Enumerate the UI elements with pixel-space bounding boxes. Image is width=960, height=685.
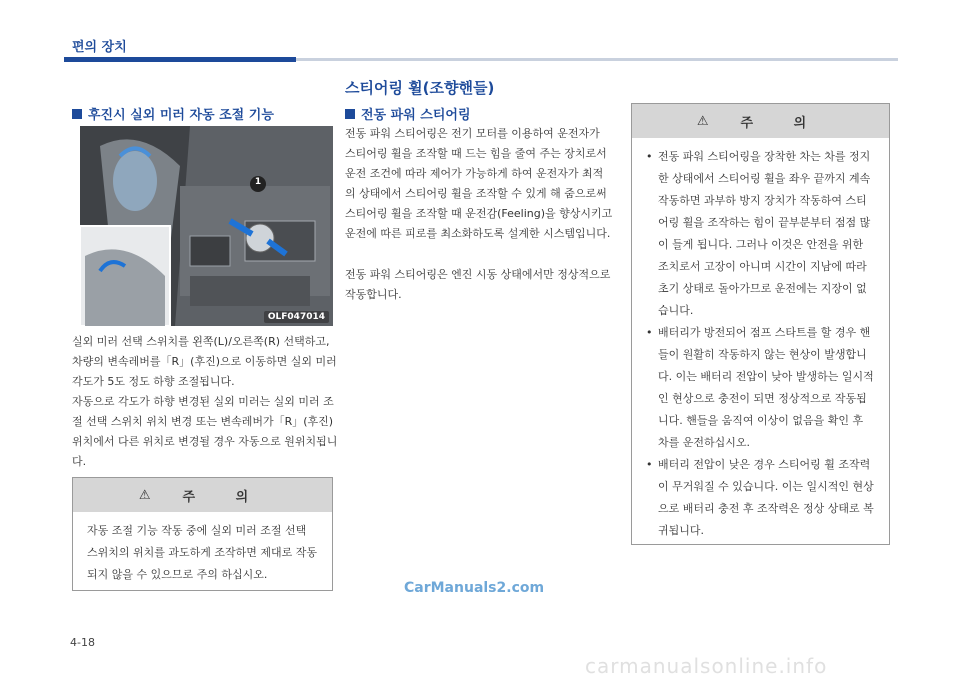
right-caution-list	[646, 146, 875, 542]
right-caution-header	[632, 104, 889, 138]
caution-item: • 배터리가 방전되어 점프 스타트를 할 경우 핸들이 원활히 작동하지 않는 현상이 발생합니다. 이는 배터리 전압이 낮아 발생하는 일시적인 현상으로 충전이 되면 정상적으로 작동됩니다. 핸들을 움직여 이상이 없음을 확인 후 차를 운전하십시오.	[646, 322, 875, 454]
callout-number: 1	[254, 177, 262, 187]
caution-item: • 배터리 전압이 낮은 경우 스티어링 휠 조작력이 무거워질 수 있습니다. 이는 일시적인 현상으로 배터리 충전 후 조작력은 정상 상태로 복귀됩니다.	[646, 454, 875, 542]
left-caution-title: 주 의	[182, 489, 267, 505]
warning-triangle-icon: ⚠	[696, 113, 709, 129]
section-title: 스티어링 휠(조향핸들)	[345, 79, 495, 97]
right-caution-body	[632, 138, 889, 550]
left-caution-header	[73, 478, 332, 512]
right-caution-box	[631, 103, 890, 545]
site-watermark: carmanualsonline.info	[585, 654, 828, 678]
middle-paragraph-2: 전동 파워 스티어링은 엔진 시동 상태에서만 정상적으로 작동합니다.	[345, 268, 611, 301]
caution-item: • 전동 파워 스티어링을 장착한 차는 차를 정지한 상태에서 스티어링 휠을 좌우 끝까지 계속 작동하면 과부하 방지 장치가 작동하여 스티어링 휠을 조작하는 힘이 끝부분부터 점점 많이 들게 됩니다. 그러나 이것은 안전을 위한 조치로서 고장이 아니며 시간이 지남에 따라 초기 상태로 돌아가므로 운전에는 지장이 없습니다.	[646, 146, 875, 322]
header-rule-accent	[64, 57, 296, 62]
left-paragraph-2: 자동으로 각도가 하향 변경된 실외 미러는 실외 미러 조절 선택 스위치 위치 변경 또는 변속레버가「R」(후진) 위치에서 다른 위치로 변경될 경우 자동으로 원위치됩니다.	[72, 395, 338, 468]
carmanuals-watermark: CarManuals2.com	[404, 580, 545, 596]
middle-heading	[345, 104, 471, 123]
photo-code: OLF047014	[264, 311, 329, 323]
warning-triangle-icon: ⚠	[138, 487, 151, 503]
left-paragraph-1: 실외 미러 선택 스위치를 왼쪽(L)/오른쪽(R) 선택하고, 차량의 변속레버를「R」(후진)으로 이동하면 실외 미러 각도가 5도 정도 하향 조절됩니다.	[72, 335, 337, 388]
left-heading-text: 후진시 실외 미러 자동 조절 기능	[88, 108, 274, 123]
mirror-switch-photo	[80, 126, 333, 326]
page-number: 4-18	[70, 636, 95, 649]
left-caution-box	[72, 477, 333, 591]
right-caution-title: 주 의	[740, 115, 825, 131]
left-caution-text: 자동 조절 기능 작동 중에 실외 미러 조절 선택 스위치의 위치를 과도하게 조작하면 제대로 작동되지 않을 수 있으므로 주의 하십시오.	[87, 524, 318, 581]
middle-heading-text: 전동 파워 스티어링	[361, 108, 471, 123]
chapter-title: 편의 장치	[72, 40, 127, 55]
left-heading	[72, 104, 274, 123]
door-panel-illustration	[80, 126, 333, 326]
heading-square-icon	[345, 109, 355, 119]
middle-paragraph-1: 전동 파워 스티어링은 전기 모터를 이용하여 운전자가 스티어링 휠을 조작할 때 드는 힘을 줄여 주는 장치로서 운전 조건에 따라 제어가 가능하게 하여 운전자가 최적의 상태에서 스티어링 휠을 조작할 수 있게 해 줌으로써 스티어링 휠을 조작할 때 운전감(Feeling)을 향상시키고 운전에 따른 피로를 최소화하도록 설계한 시스템입니다.	[345, 127, 613, 240]
heading-square-icon	[72, 109, 82, 119]
